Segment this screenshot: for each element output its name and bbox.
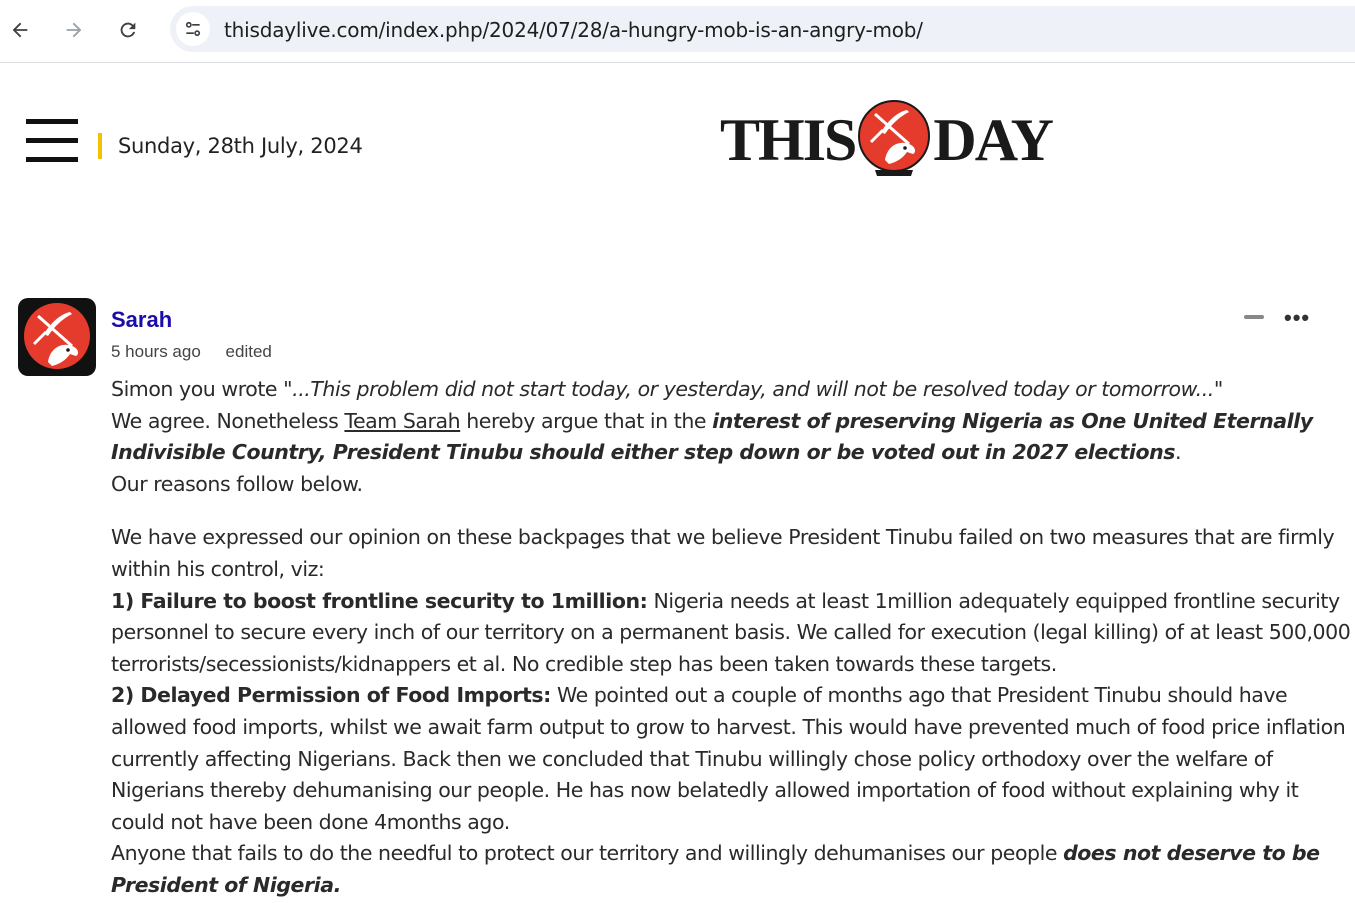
comment-paragraph	[111, 406, 1351, 469]
comment-text: hereby argue that in the	[460, 408, 713, 433]
arrow-left-icon	[9, 19, 31, 41]
comment-paragraph: We have expressed our opinion on these backpages that we believe President Tinubu failed on two measures that are firmly within his control, viz:	[111, 525, 1335, 581]
logo-word-left: THIS	[720, 107, 856, 173]
point-title: 1) Failure to boost frontline security to 1million:	[111, 588, 648, 613]
comment-timestamp[interactable]: 5 hours ago	[111, 342, 201, 361]
comment-author[interactable]: Sarah	[111, 307, 173, 332]
paragraph-gap	[111, 500, 1351, 522]
eagle-emblem-icon	[18, 298, 96, 376]
header-date: Sunday, 28th July, 2024	[118, 134, 363, 158]
site-logo[interactable]	[720, 98, 1092, 182]
eagle-emblem-icon	[857, 98, 931, 182]
hamburger-line	[26, 119, 78, 124]
comment-body	[111, 374, 1351, 902]
forward-button[interactable]	[58, 14, 90, 46]
hamburger-line	[26, 157, 78, 162]
reload-button[interactable]	[112, 14, 144, 46]
hamburger-line	[26, 138, 78, 143]
reload-icon	[117, 19, 139, 41]
logo-word-right: DAY	[933, 107, 1052, 173]
emphasis-text: interest of preserving Nigeria as One United Eternally Indivisible Country, President Tinubu should either step down or be voted out in 2027 elections	[111, 408, 1313, 465]
comment-text: Anyone that fails to do the needful to protect our territory and willingly dehumanises our people	[111, 841, 1064, 866]
point-2	[111, 680, 1351, 838]
quoted-text: "...This problem did not start today, or yesterday, and will not be resolved today or tomorrow..."	[283, 377, 1223, 401]
point-title: 2) Delayed Permission of Food Imports:	[111, 683, 551, 708]
comment-text: Simon you wrote	[111, 377, 284, 401]
address-bar[interactable]	[170, 6, 1355, 52]
date-accent-bar	[98, 133, 102, 159]
comment-text: .	[1175, 440, 1182, 465]
comment-text: We agree. Nonetheless	[111, 408, 345, 433]
menu-button[interactable]	[26, 119, 78, 163]
site-info-button[interactable]	[176, 12, 210, 46]
comment-paragraph	[111, 838, 1351, 901]
point-1	[111, 586, 1351, 681]
url-text[interactable]: thisdaylive.com/index.php/2024/07/28/a-hungry-mob-is-an-angry-mob/	[224, 18, 923, 42]
back-button[interactable]	[4, 14, 36, 46]
tune-icon	[183, 19, 203, 39]
collapse-button[interactable]	[1244, 315, 1264, 319]
comment-text: We pointed out a couple of months ago that President Tinubu should have allowed food imports, whilst we await farm output to grow to harvest. This would have prevented much of food price inflation currently affecting Nigerians. Back then we concluded that Tinubu willingly chose policy orthodoxy over the welfare of Nigerians thereby dehumanising our people. He has now belatedly allowed importation of food without explaining why it could not have been done 4months ago.	[111, 683, 1346, 834]
comment-text: Nigeria needs at least 1million adequately equipped frontline security personnel to secure every inch of our territory on a permanent basis. We called for execution (legal killing) of at least 500,000 terrorists/secessionists/kidnappers et al. No credible step has been taken towards these targets.	[111, 588, 1351, 676]
more-options-button[interactable]: •••	[1284, 305, 1311, 330]
team-sarah-link[interactable]: Team Sarah	[344, 408, 461, 433]
edited-label: edited	[225, 342, 272, 361]
comment-meta	[111, 342, 272, 362]
comment-paragraph: Our reasons follow below.	[111, 471, 363, 496]
emphasis-text: does not deserve to be President of Nigeria.	[111, 841, 1320, 897]
comment-paragraph	[111, 374, 1351, 406]
arrow-right-icon	[63, 19, 85, 41]
browser-toolbar	[0, 0, 1355, 63]
avatar[interactable]	[18, 298, 96, 376]
